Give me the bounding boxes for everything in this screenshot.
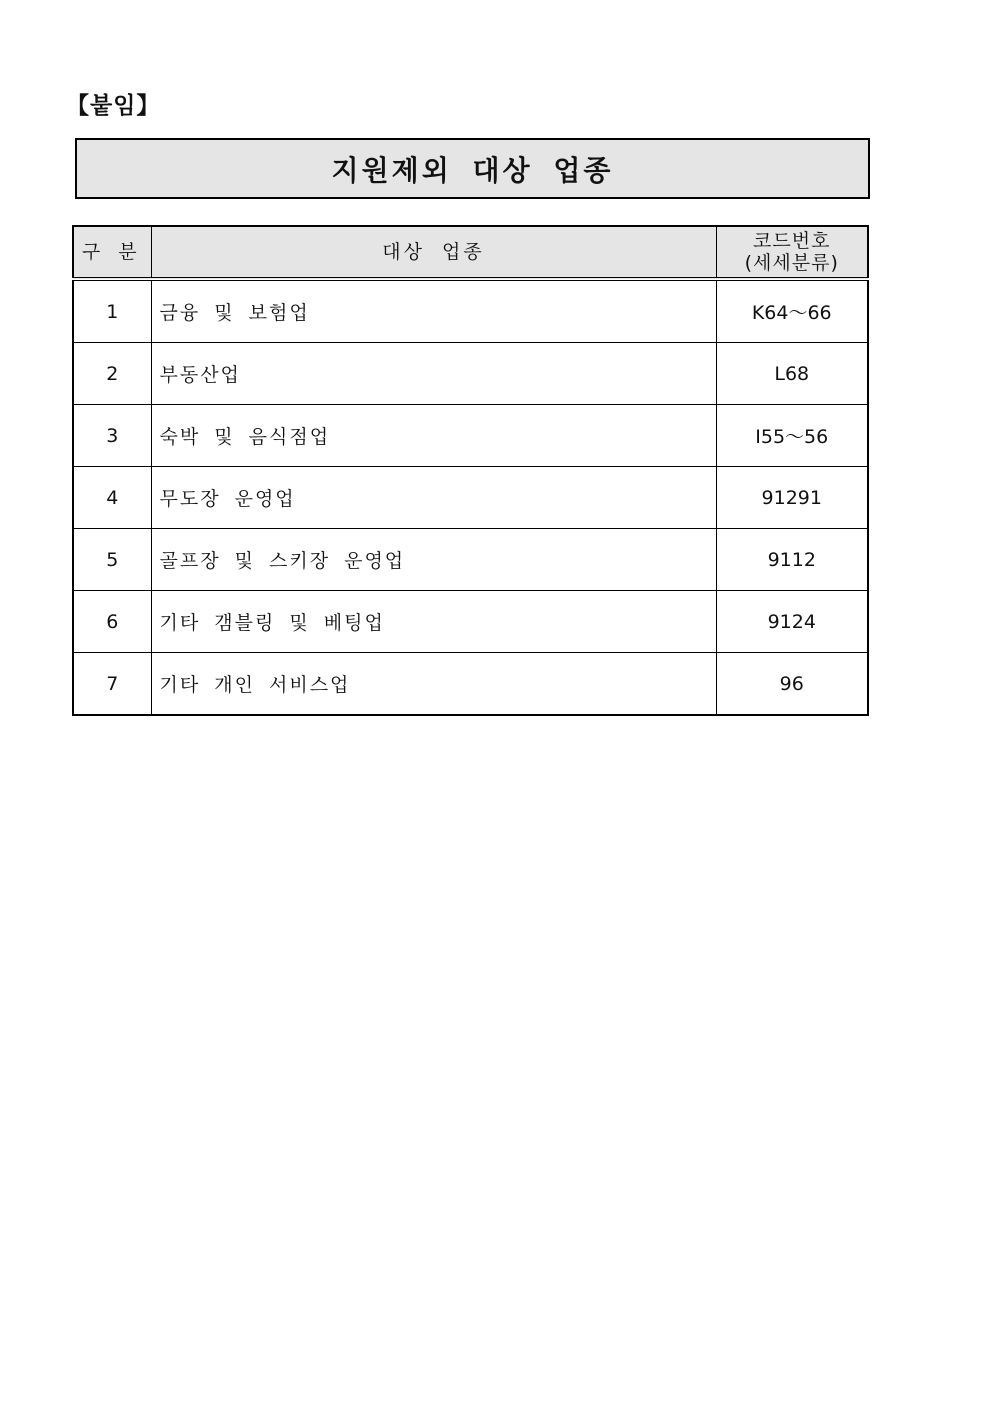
header-category: 구 분 [73,226,151,279]
title-box [75,138,870,199]
row-number: 7 [73,653,151,716]
row-industry: 숙박 및 음식점업 [151,405,716,467]
table-row [73,653,868,716]
row-industry: 무도장 운영업 [151,467,716,529]
header-industry: 대상 업종 [151,226,716,279]
row-industry: 기타 갬블링 및 베팅업 [151,591,716,653]
table-row [73,279,868,343]
header-code-line2: (세세분류) [744,252,839,274]
table-header-row [73,226,868,279]
row-number: 5 [73,529,151,591]
row-code: 91291 [716,467,868,529]
row-code: 96 [716,653,868,716]
page-title: 지원제외 대상 업종 [331,153,614,187]
header-code [716,226,868,279]
excluded-industries-table [72,225,869,716]
attachment-label: 【붙임】 [66,92,161,119]
row-number: 4 [73,467,151,529]
table-row [73,343,868,405]
table-row [73,529,868,591]
row-number: 1 [73,279,151,343]
row-number: 2 [73,343,151,405]
row-industry: 골프장 및 스키장 운영업 [151,529,716,591]
row-number: 6 [73,591,151,653]
row-industry: 기타 개인 서비스업 [151,653,716,716]
row-code: 9112 [716,529,868,591]
row-code: K64～66 [716,279,868,343]
table-row [73,467,868,529]
row-industry: 금융 및 보험업 [151,279,716,343]
table-row [73,405,868,467]
header-code-line1: 코드번호 [753,230,831,252]
row-code: L68 [716,343,868,405]
row-industry: 부동산업 [151,343,716,405]
row-code: 9124 [716,591,868,653]
row-code: I55～56 [716,405,868,467]
table-row [73,591,868,653]
row-number: 3 [73,405,151,467]
